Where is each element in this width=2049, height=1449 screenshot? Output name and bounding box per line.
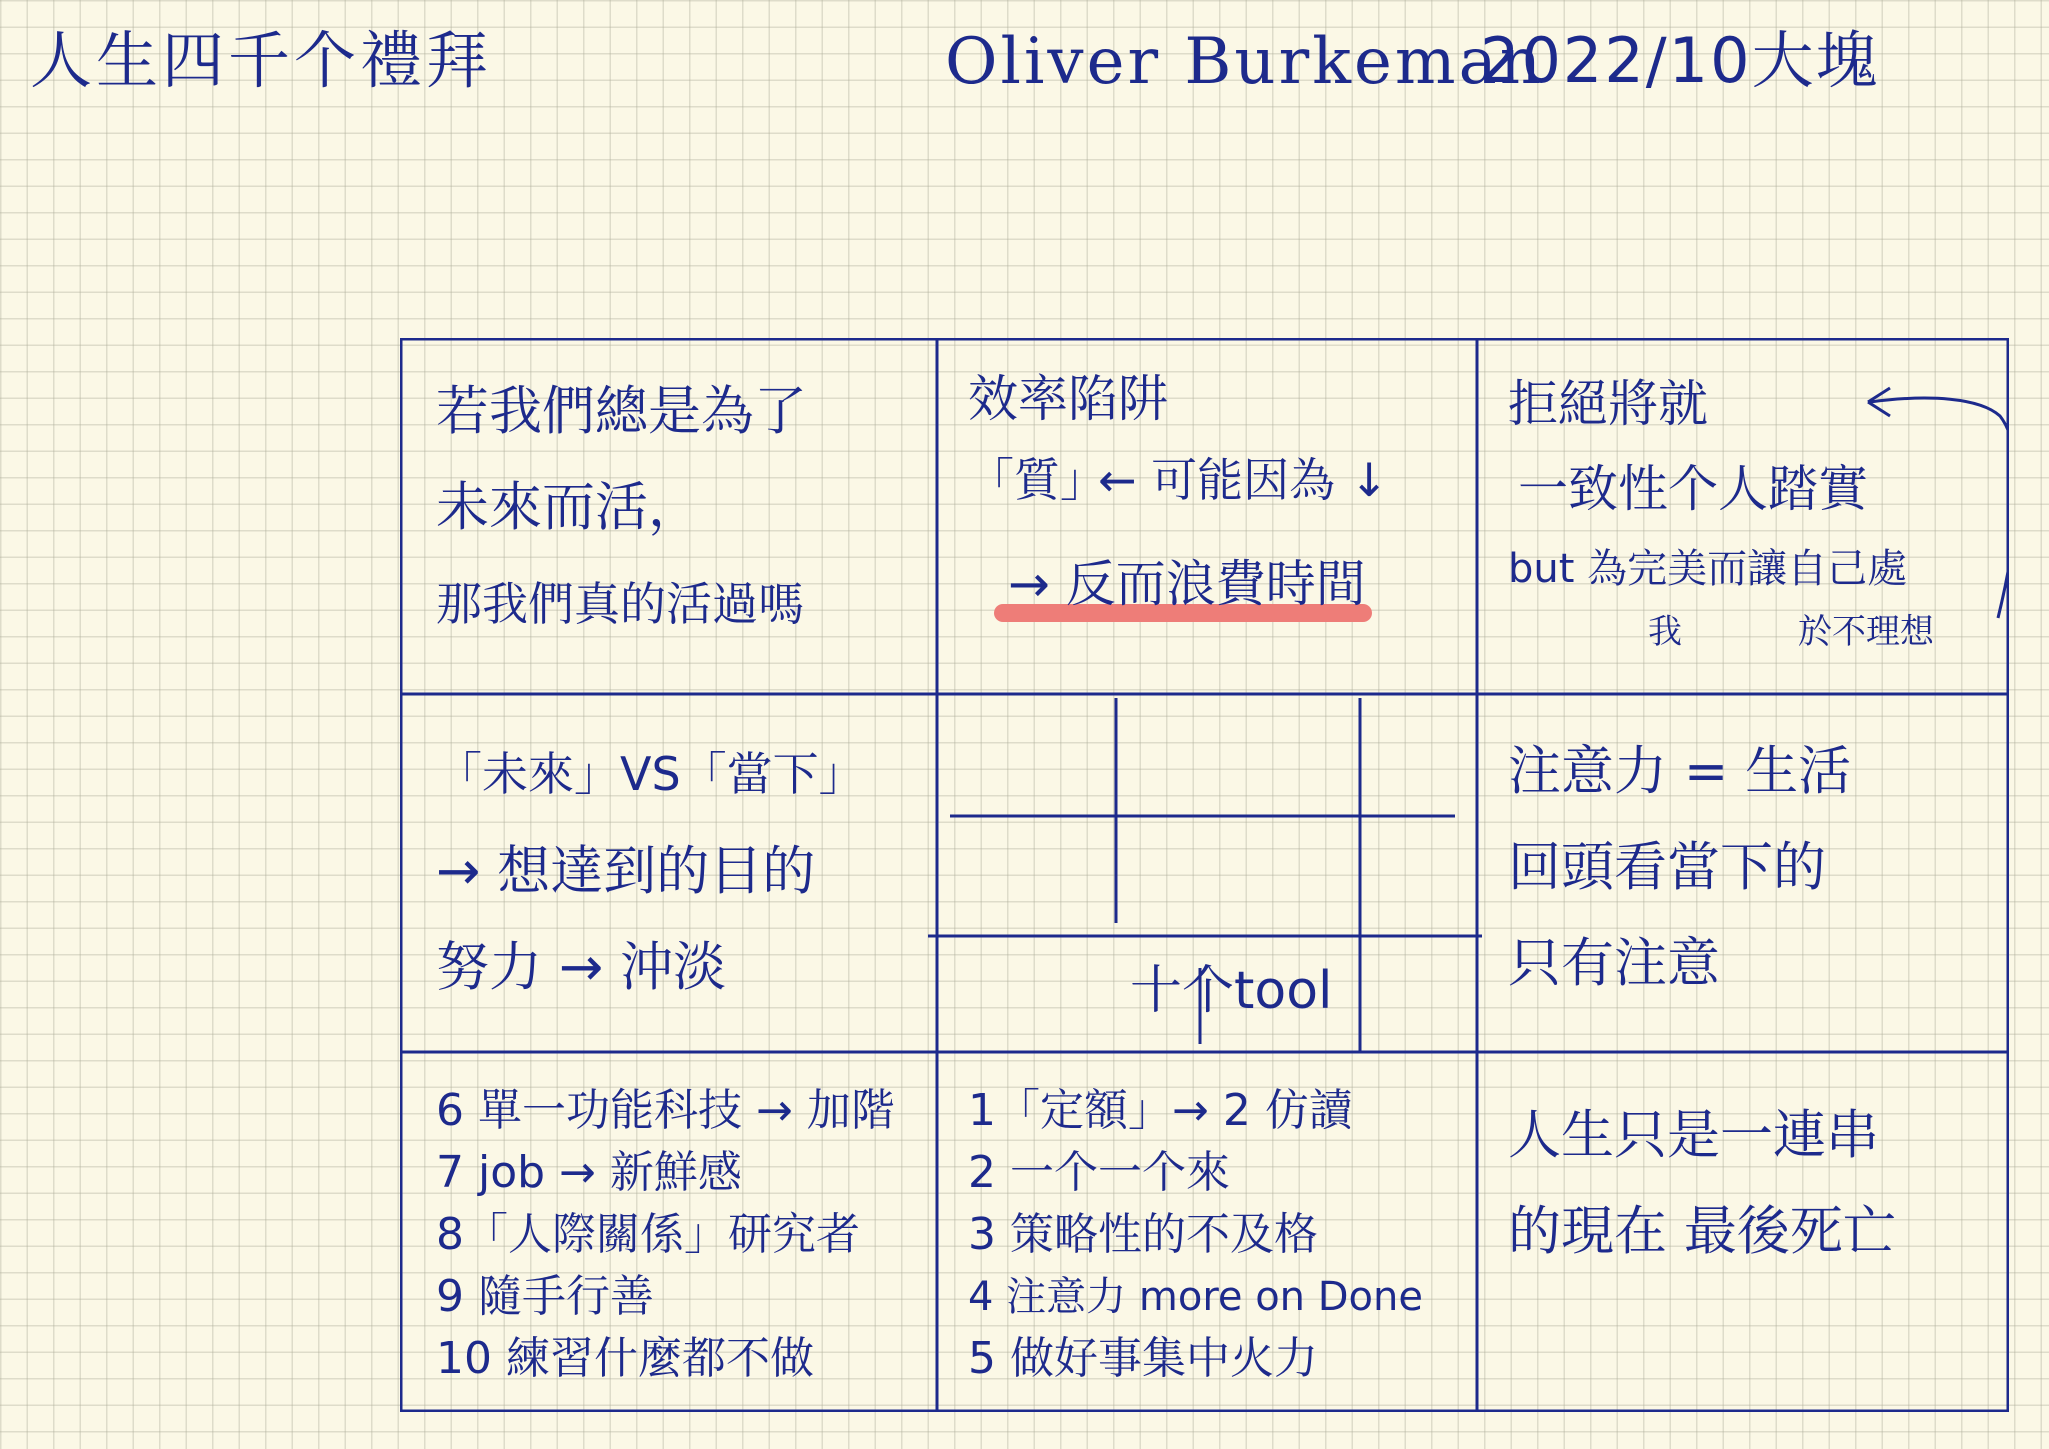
list-item: 4 注意力 more on Done <box>968 1274 1423 1320</box>
nine-cell-grid <box>400 338 2009 1412</box>
text-line: 「未來」VS「當下」 <box>436 747 865 801</box>
text-line: 一致性个人踏實 <box>1518 460 1868 518</box>
result-line <box>1008 544 1457 616</box>
text-line: but 為完美而讓自己處 <box>1508 546 1908 592</box>
list-item: 5 做好事集中火力 <box>968 1333 1318 1384</box>
list-item: 7 job → 新鮮感 <box>436 1147 742 1198</box>
annotation-text: 我 <box>1648 612 1682 652</box>
cell-top-right <box>1490 344 1990 694</box>
cell-middle-right <box>1490 704 1990 1052</box>
cell-bottom-right <box>1490 1068 1990 1408</box>
publish-info: 2022/10大塊 <box>1480 24 1880 97</box>
text-line: 未來而活， <box>436 477 701 538</box>
list-item: 3 策略性的不及格 <box>968 1209 1318 1260</box>
annotation-text: 於不理想 <box>1798 612 1934 652</box>
tool-label: 十个tool <box>1130 961 1333 1021</box>
quote-text: 「質」 <box>968 453 1106 507</box>
cell-top-left <box>418 344 938 694</box>
cell-bottom-middle <box>950 1060 1475 1410</box>
list-item: 6 單一功能科技 → 加階 <box>436 1085 895 1136</box>
list-item: 9 隨手行善 <box>436 1271 654 1322</box>
cell-middle-left <box>418 704 938 1052</box>
text-line: 的現在 最後死亡 <box>1508 1201 1896 1262</box>
list-item: 1「定額」→ 2 仿讀 <box>968 1085 1353 1136</box>
cell-top-middle <box>950 344 1475 694</box>
reason-text: ← 可能因為 ↓ <box>1098 453 1389 507</box>
list-item: 8「人際關係」研究者 <box>436 1209 860 1260</box>
cell-bottom-left <box>418 1060 938 1410</box>
cell-heading: 拒絕將就 <box>1508 375 1708 433</box>
text-line: 那我們真的活過嗎 <box>436 577 804 631</box>
cell-heading: 效率陷阱 <box>968 370 1168 428</box>
highlighted-result: → 反而浪費時間 <box>1008 544 1366 616</box>
text-line: 回頭看當下的 <box>1508 837 1826 898</box>
note-title: 人生四千个禮拜 <box>30 24 493 97</box>
text-line: 只有注意 <box>1508 933 1720 994</box>
text-line: 注意力 = 生活 <box>1508 741 1852 802</box>
list-item: 2 一个一个來 <box>968 1147 1230 1198</box>
text-line: 若我們總是為了 <box>436 381 807 442</box>
author-name: Oliver Burkeman <box>945 25 1544 99</box>
text-line: 努力 → 沖淡 <box>436 937 727 998</box>
text-line: 人生只是一連串 <box>1508 1105 1879 1166</box>
list-item: 10 練習什麼都不做 <box>436 1333 814 1384</box>
text-line: → 想達到的目的 <box>436 841 816 902</box>
